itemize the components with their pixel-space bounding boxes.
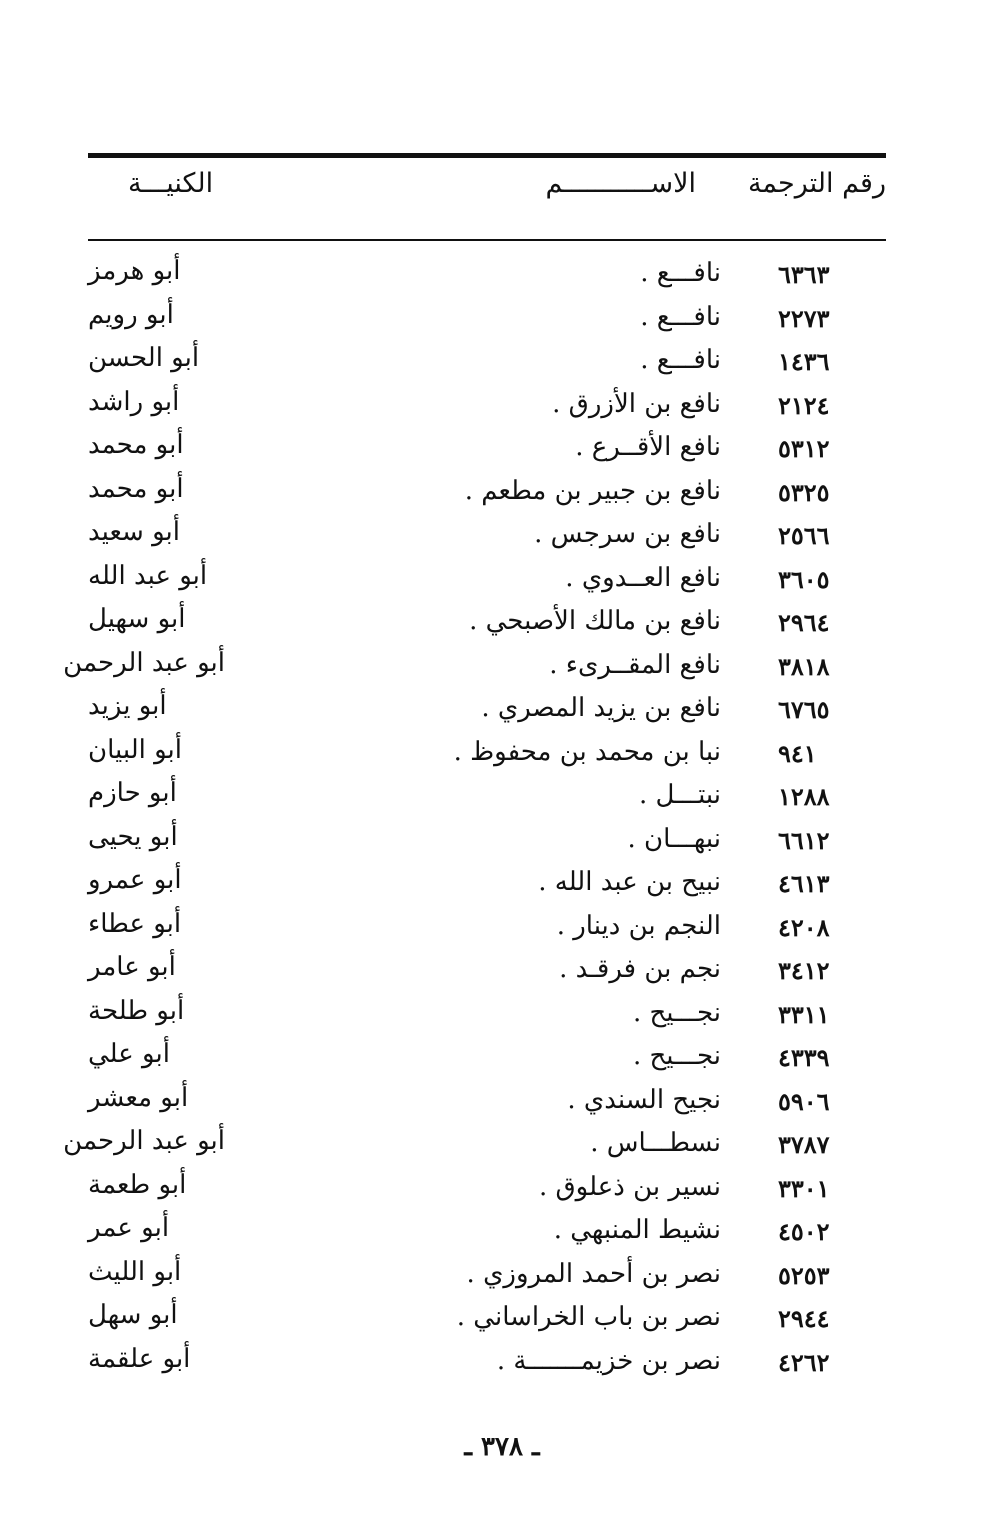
header-kunya: الكنيـــة <box>128 168 214 199</box>
kunya: أبو محمد <box>88 430 184 460</box>
table-row <box>88 1170 886 1214</box>
translation-number: ٢٩٤٤ <box>778 1304 830 1333</box>
table-row <box>88 561 886 605</box>
table-row <box>88 256 886 300</box>
table-row <box>88 474 886 518</box>
kunya: أبو عبد الرحمن <box>63 1126 225 1156</box>
translation-number: ١٤٣٦ <box>778 347 830 376</box>
kunya: أبو يحيى <box>88 821 178 852</box>
person-name: نبهـــان . <box>627 823 721 854</box>
translation-number: ٤٦١٣ <box>778 869 830 898</box>
person-name: نافع بن يزيد المصري . <box>481 693 721 723</box>
person-name: نشيط المنبهي . <box>553 1215 721 1245</box>
header-translation-number: رقم الترجمة <box>747 168 886 199</box>
table-body <box>63 256 886 1387</box>
translation-number: ٣٦٠٥ <box>778 564 830 594</box>
person-name: نبتـــل . <box>639 780 721 810</box>
person-name: نافع بن الأزرق . <box>552 388 721 419</box>
translation-number: ٢٢٧٣ <box>778 303 830 333</box>
kunya: أبو عطاء <box>88 908 182 939</box>
kunya: أبو البيان <box>88 734 183 765</box>
kunya: أبو راشد <box>88 386 180 417</box>
table-row <box>88 1083 886 1127</box>
kunya: أبو طعمة <box>88 1169 187 1200</box>
kunya: أبو عامر <box>88 952 176 982</box>
translation-number: ٦٧٦٥ <box>778 695 830 724</box>
table-row <box>88 1213 886 1257</box>
kunya: أبو معشر <box>88 1082 189 1113</box>
translation-number: ٢١٢٤ <box>778 390 830 420</box>
table-row <box>88 1039 886 1083</box>
kunya: أبو سعيد <box>88 517 180 547</box>
person-name: نصر بن أحمد المروزي . <box>466 1258 721 1289</box>
person-name: نافـــع . <box>640 301 721 332</box>
translation-number: ٩٤١ <box>778 738 817 768</box>
kunya: أبو علقمة <box>88 1343 191 1374</box>
kunya: أبو عمر <box>88 1213 170 1243</box>
kunya: أبو طلحة <box>88 995 185 1026</box>
kunya: أبو محمد <box>88 473 184 504</box>
kunya: أبو رويم <box>88 299 174 330</box>
table-row <box>88 778 886 822</box>
table-row <box>88 735 886 779</box>
person-name: نسطـــاس . <box>590 1128 721 1158</box>
translation-number: ٢٥٦٦ <box>778 521 830 550</box>
person-name: نجم بن فرقـد . <box>559 954 721 984</box>
table-row <box>88 343 886 387</box>
translation-number: ٥٣١٢ <box>778 434 830 463</box>
translation-number: ٢٩٦٤ <box>778 608 830 637</box>
page-number: ـ ٣٧٨ ـ <box>464 1432 540 1462</box>
kunya: أبو عبد الرحمن <box>63 647 225 678</box>
kunya: أبو يزيد <box>88 691 167 721</box>
person-name: نافع بن جبير بن مطعم . <box>464 475 721 506</box>
table-row <box>88 517 886 561</box>
person-name: نصر بن خزيمـــــــة . <box>496 1345 721 1376</box>
translation-number: ٥٣٢٥ <box>778 477 830 507</box>
translation-number: ١٢٨٨ <box>778 782 830 811</box>
table-row <box>88 430 886 474</box>
table-row <box>88 865 886 909</box>
translation-number: ٦٦١٢ <box>778 825 830 855</box>
translation-number: ٥٢٥٣ <box>778 1260 830 1290</box>
translation-number: ٤٢٠٨ <box>778 912 830 942</box>
translation-number: ٤٣٣٩ <box>778 1043 830 1072</box>
kunya: أبو سهيل <box>88 604 186 634</box>
person-name: النجم بن دينار . <box>556 910 721 941</box>
table-row <box>63 647 886 692</box>
table-row <box>88 1257 886 1301</box>
person-name: نبا بن محمد بن محفوظ . <box>453 736 721 767</box>
kunya: أبو الحسن <box>88 343 200 373</box>
kunya: أبو عمرو <box>88 865 182 895</box>
translation-number: ٦٣٦٣ <box>778 260 830 289</box>
person-name: نبيح بن عبد الله . <box>538 867 721 897</box>
table-row <box>88 822 886 866</box>
table-row <box>88 691 886 735</box>
translation-number: ٣٨١٨ <box>778 651 830 681</box>
top-rule <box>88 153 886 158</box>
table-row <box>88 1344 886 1388</box>
kunya: أبو الليث <box>88 1256 182 1287</box>
person-name: نجيح السندي . <box>567 1084 721 1115</box>
person-name: نافـــع . <box>640 345 721 375</box>
kunya: أبو علي <box>88 1039 170 1069</box>
person-name: نافع العــدوي . <box>565 562 721 593</box>
translation-number: ٥٩٠٦ <box>778 1086 830 1116</box>
translation-number: ٣٧٨٧ <box>778 1130 830 1159</box>
translation-number: ٣٤١٢ <box>778 956 830 985</box>
table-row <box>88 1300 886 1344</box>
table-row <box>88 909 886 953</box>
kunya: أبو حازم <box>88 778 177 808</box>
person-name: نافع المقــرىء . <box>549 649 721 680</box>
table-row <box>88 952 886 996</box>
person-name: نسير بن ذعلوق . <box>538 1171 721 1202</box>
header-name: الاســـــــــــم <box>545 168 696 199</box>
table-row <box>88 387 886 431</box>
person-name: نجـــيح . <box>632 997 721 1028</box>
person-name: نافع بن سرجس . <box>534 519 721 549</box>
kunya: أبو سهل <box>88 1300 178 1330</box>
table-row <box>63 1126 886 1170</box>
person-name: نافع بن مالك الأصبحي . <box>469 606 721 636</box>
translation-number: ٣٣١١ <box>778 999 830 1029</box>
translation-number: ٣٣٠١ <box>778 1173 830 1203</box>
person-name: نافع الأقــرع . <box>575 432 721 462</box>
table-row <box>88 996 886 1040</box>
translation-number: ٤٢٦٢ <box>778 1347 830 1377</box>
person-name: نصر بن باب الخراساني . <box>456 1302 721 1332</box>
person-name: نافـــع . <box>640 258 721 288</box>
table-row <box>88 300 886 344</box>
table-header <box>88 168 886 218</box>
translation-number: ٤٥٠٢ <box>778 1217 830 1246</box>
header-rule <box>88 239 886 241</box>
person-name: نجـــيح . <box>632 1041 721 1071</box>
kunya: أبو عبد الله <box>88 560 208 591</box>
table-row <box>88 604 886 648</box>
kunya: أبو هرمز <box>88 256 181 286</box>
